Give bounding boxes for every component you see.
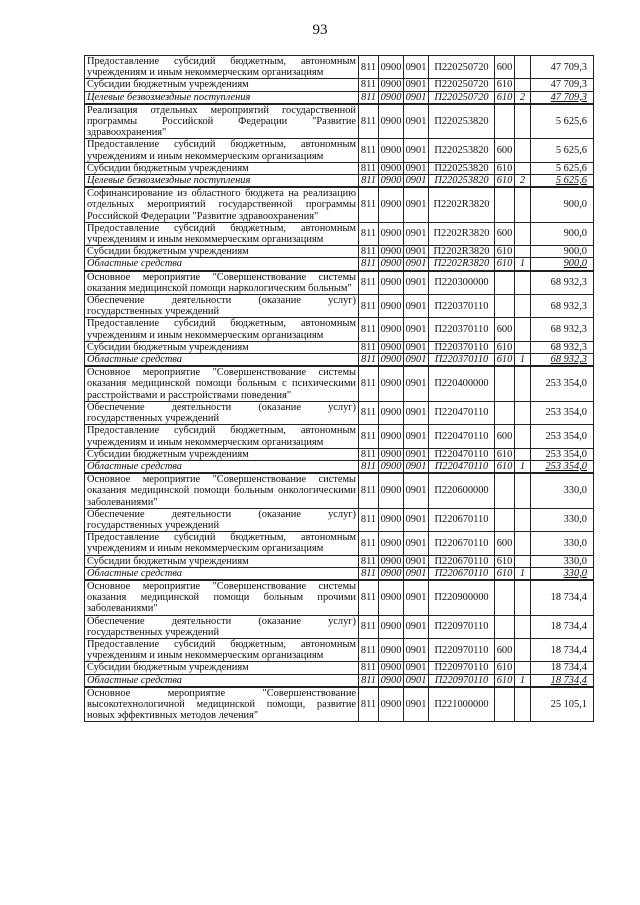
target-article-code: П220300000: [429, 271, 495, 295]
amount-value: 5 625,6: [531, 104, 594, 139]
ministry-code: 811: [359, 448, 379, 460]
funding-source-code: [515, 79, 531, 91]
target-article-code: П220970110: [429, 674, 495, 687]
table-row: [85, 473, 594, 508]
subsection-code: 0901: [404, 366, 429, 401]
ministry-code: 811: [359, 473, 379, 508]
subsection-code: 0901: [404, 162, 429, 174]
target-article-code: П220250720: [429, 79, 495, 91]
amount-value: 47 709,3: [531, 79, 594, 91]
row-name: Предоставление субсидий бюджетным, автономным учреждениям и иным некоммерческим организациям: [85, 56, 359, 79]
ministry-code: 811: [359, 295, 379, 318]
ministry-code: 811: [359, 401, 379, 424]
ministry-code: 811: [359, 555, 379, 567]
table-row: [85, 567, 594, 580]
row-name: Обеспечение деятельности (оказание услуг) государственных учреждений: [85, 295, 359, 318]
expense-type-code: 610: [495, 674, 515, 687]
target-article-code: П220470110: [429, 460, 495, 473]
section-code: 0900: [379, 318, 404, 341]
table-row: [85, 662, 594, 674]
target-article-code: П220970110: [429, 615, 495, 638]
funding-source-code: 1: [515, 354, 531, 367]
table-row: [85, 687, 594, 722]
expense-type-code: [495, 366, 515, 401]
target-article-code: П220253820: [429, 104, 495, 139]
funding-source-code: [515, 162, 531, 174]
funding-source-code: [515, 104, 531, 139]
subsection-code: 0901: [404, 508, 429, 531]
table-row: [85, 258, 594, 271]
amount-value: 25 105,1: [531, 687, 594, 722]
row-name: Областные средства: [85, 460, 359, 473]
expense-type-code: 600: [495, 56, 515, 79]
ministry-code: 811: [359, 460, 379, 473]
target-article-code: П220253820: [429, 162, 495, 174]
target-article-code: П220370110: [429, 295, 495, 318]
funding-source-code: [515, 187, 531, 222]
ministry-code: 811: [359, 318, 379, 341]
ministry-code: 811: [359, 222, 379, 245]
funding-source-code: [515, 508, 531, 531]
ministry-code: 811: [359, 258, 379, 271]
row-name: Реализация отдельных мероприятий государственной программы Российской Федерации "Развитие здравоохранения": [85, 104, 359, 139]
section-code: 0900: [379, 555, 404, 567]
expense-type-code: 600: [495, 139, 515, 162]
funding-source-code: 2: [515, 175, 531, 188]
ministry-code: 811: [359, 79, 379, 91]
row-name: Областные средства: [85, 258, 359, 271]
amount-value: 68 932,3: [531, 295, 594, 318]
ministry-code: 811: [359, 687, 379, 722]
funding-source-code: [515, 555, 531, 567]
table-row: [85, 460, 594, 473]
funding-source-code: 2: [515, 91, 531, 104]
expense-type-code: 610: [495, 460, 515, 473]
expense-type-code: 610: [495, 341, 515, 353]
expense-type-code: 600: [495, 425, 515, 448]
expense-type-code: 610: [495, 246, 515, 258]
ministry-code: 811: [359, 532, 379, 555]
expense-type-code: 600: [495, 222, 515, 245]
row-name: Обеспечение деятельности (оказание услуг) государственных учреждений: [85, 615, 359, 638]
expense-type-code: 610: [495, 258, 515, 271]
ministry-code: 811: [359, 271, 379, 295]
expense-type-code: 600: [495, 638, 515, 661]
row-name: Основное мероприятие "Совершенствование системы оказания медицинской помощи наркологическим больным": [85, 271, 359, 295]
target-article-code: П220370110: [429, 318, 495, 341]
funding-source-code: 1: [515, 674, 531, 687]
expense-type-code: 610: [495, 175, 515, 188]
ministry-code: 811: [359, 567, 379, 580]
row-name: Предоставление субсидий бюджетным, автономным учреждениям и иным некоммерческим организациям: [85, 318, 359, 341]
funding-source-code: [515, 473, 531, 508]
table-row: [85, 674, 594, 687]
row-name: Областные средства: [85, 567, 359, 580]
subsection-code: 0901: [404, 139, 429, 162]
amount-value: 900,0: [531, 222, 594, 245]
funding-source-code: [515, 448, 531, 460]
section-code: 0900: [379, 104, 404, 139]
row-name: Основное мероприятие "Совершенствование высокотехнологичной медицинской помощи, развитие новых эффективных методов лечения": [85, 687, 359, 722]
amount-value: 18 734,4: [531, 662, 594, 674]
ministry-code: 811: [359, 615, 379, 638]
section-code: 0900: [379, 448, 404, 460]
subsection-code: 0901: [404, 615, 429, 638]
amount-value: 18 734,4: [531, 580, 594, 615]
expense-type-code: [495, 295, 515, 318]
amount-value: 900,0: [531, 258, 594, 271]
expense-type-code: [495, 473, 515, 508]
subsection-code: 0901: [404, 460, 429, 473]
row-name: Предоставление субсидий бюджетным, автономным учреждениям и иным некоммерческим организациям: [85, 532, 359, 555]
subsection-code: 0901: [404, 687, 429, 722]
row-name: Субсидии бюджетным учреждениям: [85, 662, 359, 674]
expense-type-code: [495, 687, 515, 722]
funding-source-code: [515, 615, 531, 638]
amount-value: 900,0: [531, 246, 594, 258]
funding-source-code: [515, 532, 531, 555]
table-row: [85, 222, 594, 245]
section-code: 0900: [379, 271, 404, 295]
target-article-code: П220370110: [429, 341, 495, 353]
target-article-code: П220670110: [429, 532, 495, 555]
row-name: Субсидии бюджетным учреждениям: [85, 448, 359, 460]
section-code: 0900: [379, 401, 404, 424]
row-name: Областные средства: [85, 674, 359, 687]
amount-value: 330,0: [531, 532, 594, 555]
ministry-code: 811: [359, 246, 379, 258]
target-article-code: П220470110: [429, 425, 495, 448]
amount-value: 18 734,4: [531, 674, 594, 687]
subsection-code: 0901: [404, 246, 429, 258]
expense-type-code: 610: [495, 662, 515, 674]
section-code: 0900: [379, 175, 404, 188]
subsection-code: 0901: [404, 295, 429, 318]
budget-table: [84, 55, 594, 722]
section-code: 0900: [379, 638, 404, 661]
subsection-code: 0901: [404, 341, 429, 353]
expense-type-code: 610: [495, 91, 515, 104]
ministry-code: 811: [359, 91, 379, 104]
funding-source-code: [515, 662, 531, 674]
amount-value: 5 625,6: [531, 162, 594, 174]
section-code: 0900: [379, 162, 404, 174]
expense-type-code: 610: [495, 354, 515, 367]
target-article-code: П220470110: [429, 401, 495, 424]
expense-type-code: [495, 615, 515, 638]
ministry-code: 811: [359, 662, 379, 674]
funding-source-code: [515, 638, 531, 661]
ministry-code: 811: [359, 187, 379, 222]
subsection-code: 0901: [404, 187, 429, 222]
funding-source-code: [515, 341, 531, 353]
page-number: 93: [312, 22, 328, 38]
section-code: 0900: [379, 56, 404, 79]
section-code: 0900: [379, 295, 404, 318]
funding-source-code: [515, 222, 531, 245]
section-code: 0900: [379, 258, 404, 271]
amount-value: 900,0: [531, 187, 594, 222]
target-article-code: П2202R3820: [429, 222, 495, 245]
section-code: 0900: [379, 687, 404, 722]
row-name: Предоставление субсидий бюджетным, автономным учреждениям и иным некоммерческим организациям: [85, 638, 359, 661]
row-name: Субсидии бюджетным учреждениям: [85, 555, 359, 567]
section-code: 0900: [379, 354, 404, 367]
table-row: [85, 187, 594, 222]
subsection-code: 0901: [404, 258, 429, 271]
table-row: [85, 580, 594, 615]
amount-value: 253 354,0: [531, 460, 594, 473]
table-row: [85, 448, 594, 460]
subsection-code: 0901: [404, 473, 429, 508]
expense-type-code: [495, 508, 515, 531]
section-code: 0900: [379, 341, 404, 353]
funding-source-code: [515, 425, 531, 448]
funding-source-code: [515, 271, 531, 295]
row-name: Областные средства: [85, 354, 359, 367]
section-code: 0900: [379, 508, 404, 531]
row-name: Субсидии бюджетным учреждениям: [85, 246, 359, 258]
amount-value: 330,0: [531, 555, 594, 567]
row-name: Целевые безвозмездные поступления: [85, 175, 359, 188]
target-article-code: П2202R3820: [429, 246, 495, 258]
amount-value: 47 709,3: [531, 91, 594, 104]
section-code: 0900: [379, 139, 404, 162]
table-row: [85, 615, 594, 638]
table-row: [85, 555, 594, 567]
funding-source-code: [515, 580, 531, 615]
ministry-code: 811: [359, 366, 379, 401]
ministry-code: 811: [359, 508, 379, 531]
table-row: [85, 139, 594, 162]
section-code: 0900: [379, 615, 404, 638]
expense-type-code: 600: [495, 532, 515, 555]
amount-value: 68 932,3: [531, 271, 594, 295]
ministry-code: 811: [359, 162, 379, 174]
target-article-code: П220370110: [429, 354, 495, 367]
row-name: Основное мероприятие "Совершенствование системы оказания медицинской помощи больным прочими заболеваниями": [85, 580, 359, 615]
subsection-code: 0901: [404, 638, 429, 661]
ministry-code: 811: [359, 580, 379, 615]
subsection-code: 0901: [404, 674, 429, 687]
table-row: [85, 532, 594, 555]
amount-value: 253 354,0: [531, 448, 594, 460]
section-code: 0900: [379, 187, 404, 222]
amount-value: 330,0: [531, 567, 594, 580]
subsection-code: 0901: [404, 354, 429, 367]
table-row: [85, 91, 594, 104]
expense-type-code: [495, 187, 515, 222]
section-code: 0900: [379, 567, 404, 580]
ministry-code: 811: [359, 674, 379, 687]
funding-source-code: [515, 246, 531, 258]
subsection-code: 0901: [404, 580, 429, 615]
section-code: 0900: [379, 662, 404, 674]
table-row: [85, 246, 594, 258]
table-row: [85, 79, 594, 91]
section-code: 0900: [379, 246, 404, 258]
ministry-code: 811: [359, 104, 379, 139]
ministry-code: 811: [359, 175, 379, 188]
expense-type-code: 610: [495, 555, 515, 567]
expense-type-code: 600: [495, 318, 515, 341]
subsection-code: 0901: [404, 555, 429, 567]
table-row: [85, 318, 594, 341]
amount-value: 330,0: [531, 473, 594, 508]
subsection-code: 0901: [404, 175, 429, 188]
row-name: Субсидии бюджетным учреждениям: [85, 341, 359, 353]
amount-value: 18 734,4: [531, 615, 594, 638]
target-article-code: П220670110: [429, 508, 495, 531]
subsection-code: 0901: [404, 425, 429, 448]
subsection-code: 0901: [404, 318, 429, 341]
funding-source-code: 1: [515, 258, 531, 271]
section-code: 0900: [379, 366, 404, 401]
table-body: [85, 56, 594, 722]
target-article-code: П220970110: [429, 638, 495, 661]
table-row: [85, 401, 594, 424]
funding-source-code: 1: [515, 567, 531, 580]
table-row: [85, 175, 594, 188]
funding-source-code: [515, 295, 531, 318]
table-row: [85, 56, 594, 79]
amount-value: 330,0: [531, 508, 594, 531]
amount-value: 68 932,3: [531, 354, 594, 367]
expense-type-code: [495, 580, 515, 615]
target-article-code: П220900000: [429, 580, 495, 615]
subsection-code: 0901: [404, 222, 429, 245]
subsection-code: 0901: [404, 401, 429, 424]
row-name: Основное мероприятие "Совершенствование системы оказания медицинской помощи больным онкологическими заболеваниями": [85, 473, 359, 508]
target-article-code: П220670110: [429, 555, 495, 567]
target-article-code: П220253820: [429, 139, 495, 162]
row-name: Субсидии бюджетным учреждениям: [85, 79, 359, 91]
target-article-code: П2202R3820: [429, 187, 495, 222]
section-code: 0900: [379, 425, 404, 448]
section-code: 0900: [379, 473, 404, 508]
subsection-code: 0901: [404, 91, 429, 104]
section-code: 0900: [379, 674, 404, 687]
section-code: 0900: [379, 460, 404, 473]
table-row: [85, 162, 594, 174]
section-code: 0900: [379, 91, 404, 104]
funding-source-code: [515, 139, 531, 162]
ministry-code: 811: [359, 56, 379, 79]
target-article-code: П220600000: [429, 473, 495, 508]
funding-source-code: [515, 56, 531, 79]
target-article-code: П2202R3820: [429, 258, 495, 271]
row-name: Целевые безвозмездные поступления: [85, 91, 359, 104]
subsection-code: 0901: [404, 56, 429, 79]
target-article-code: П220250720: [429, 56, 495, 79]
expense-type-code: [495, 271, 515, 295]
target-article-code: П220970110: [429, 662, 495, 674]
subsection-code: 0901: [404, 271, 429, 295]
table-row: [85, 295, 594, 318]
target-article-code: П220400000: [429, 366, 495, 401]
row-name: Обеспечение деятельности (оказание услуг) государственных учреждений: [85, 401, 359, 424]
funding-source-code: [515, 366, 531, 401]
subsection-code: 0901: [404, 448, 429, 460]
subsection-code: 0901: [404, 104, 429, 139]
amount-value: 47 709,3: [531, 56, 594, 79]
table-row: [85, 104, 594, 139]
funding-source-code: [515, 401, 531, 424]
funding-source-code: [515, 318, 531, 341]
amount-value: 18 734,4: [531, 638, 594, 661]
row-name: Предоставление субсидий бюджетным, автономным учреждениям и иным некоммерческим организациям: [85, 222, 359, 245]
amount-value: 5 625,6: [531, 139, 594, 162]
subsection-code: 0901: [404, 567, 429, 580]
funding-source-code: [515, 687, 531, 722]
amount-value: 68 932,3: [531, 341, 594, 353]
funding-source-code: 1: [515, 460, 531, 473]
expense-type-code: [495, 401, 515, 424]
amount-value: 253 354,0: [531, 366, 594, 401]
expense-type-code: 610: [495, 79, 515, 91]
subsection-code: 0901: [404, 532, 429, 555]
section-code: 0900: [379, 532, 404, 555]
section-code: 0900: [379, 79, 404, 91]
ministry-code: 811: [359, 341, 379, 353]
row-name: Предоставление субсидий бюджетным, автономным учреждениям и иным некоммерческим организациям: [85, 139, 359, 162]
table-row: [85, 366, 594, 401]
row-name: Субсидии бюджетным учреждениям: [85, 162, 359, 174]
target-article-code: П220250720: [429, 91, 495, 104]
amount-value: 253 354,0: [531, 401, 594, 424]
expense-type-code: [495, 104, 515, 139]
expense-type-code: 610: [495, 448, 515, 460]
amount-value: 5 625,6: [531, 175, 594, 188]
subsection-code: 0901: [404, 79, 429, 91]
expense-type-code: 610: [495, 162, 515, 174]
table-row: [85, 271, 594, 295]
table-row: [85, 354, 594, 367]
ministry-code: 811: [359, 638, 379, 661]
section-code: 0900: [379, 580, 404, 615]
amount-value: 253 354,0: [531, 425, 594, 448]
table-row: [85, 638, 594, 661]
subsection-code: 0901: [404, 662, 429, 674]
table-row: [85, 425, 594, 448]
row-name: Основное мероприятие "Совершенствование системы оказания медицинской помощи больным с психическими расстройствами и расстройствами поведения": [85, 366, 359, 401]
row-name: Софинансирование из областного бюджета на реализацию отдельных мероприятий государственной программы Российской Федерации "Развитие здравоохранения": [85, 187, 359, 222]
section-code: 0900: [379, 222, 404, 245]
ministry-code: 811: [359, 139, 379, 162]
expense-type-code: 610: [495, 567, 515, 580]
table-row: [85, 508, 594, 531]
ministry-code: 811: [359, 425, 379, 448]
target-article-code: П221000000: [429, 687, 495, 722]
amount-value: 68 932,3: [531, 318, 594, 341]
row-name: Обеспечение деятельности (оказание услуг) государственных учреждений: [85, 508, 359, 531]
target-article-code: П220670110: [429, 567, 495, 580]
target-article-code: П220470110: [429, 448, 495, 460]
table-row: [85, 341, 594, 353]
ministry-code: 811: [359, 354, 379, 367]
target-article-code: П220253820: [429, 175, 495, 188]
row-name: Предоставление субсидий бюджетным, автономным учреждениям и иным некоммерческим организациям: [85, 425, 359, 448]
